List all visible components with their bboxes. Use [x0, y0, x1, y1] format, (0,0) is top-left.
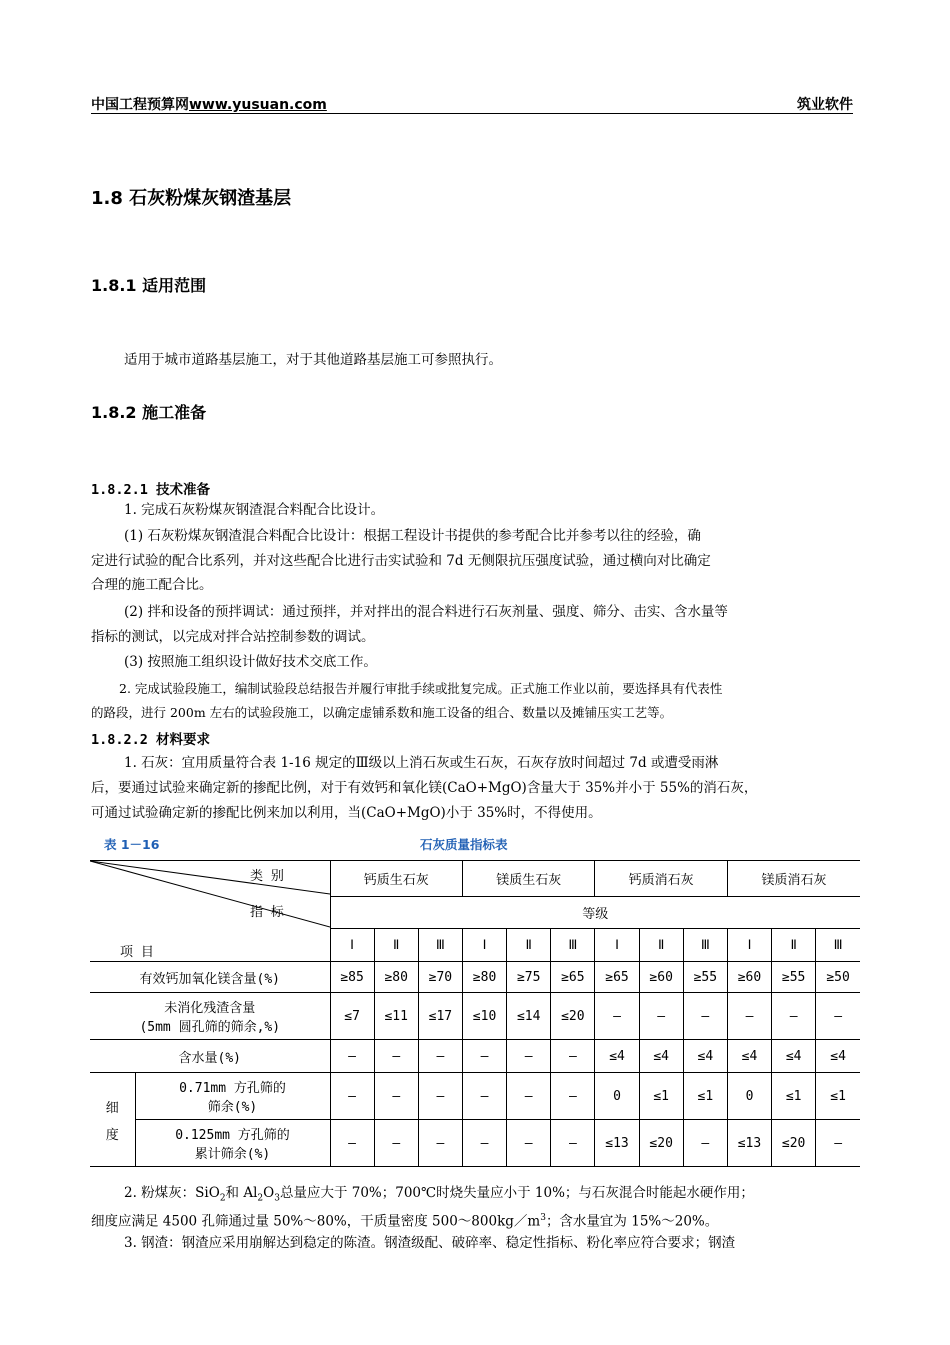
section-title: 1.8 石灰粉煤灰钢渣基层 — [91, 188, 292, 209]
category-header: 钙质消石灰 — [595, 861, 727, 897]
grade-cell: Ⅰ — [595, 929, 639, 962]
tech-item-2-line1: 2. 完成试验段施工，编制试验段总结报告并履行审批手续或批复完成。正式施工作业以前，要选择具有代表性 — [119, 681, 723, 696]
tech-item-1: 1. 完成石灰粉煤灰钢渣混合料配合比设计。 — [124, 502, 385, 518]
row-label-residue — [90, 993, 330, 1040]
table-cell: — — [816, 1120, 860, 1167]
table-cell: ≥75 — [507, 962, 551, 993]
table-cell: ≤1 — [772, 1073, 816, 1120]
table-title: 石灰质量指标表 — [420, 837, 508, 852]
table-cell: ≥80 — [374, 962, 418, 993]
row-label-sieve-0125 — [135, 1120, 330, 1167]
grade-cell: Ⅰ — [727, 929, 771, 962]
table-cell: ≤7 — [330, 993, 374, 1040]
table-number: 表 1－16 — [104, 837, 160, 852]
scope-text: 适用于城市道路基层施工，对于其他道路基层施工可参照执行。 — [124, 352, 502, 368]
lime-quality-table — [90, 860, 860, 1167]
table-cell: ≥65 — [595, 962, 639, 993]
tech-sub1-line2: 定进行试验的配合比系列，并对这些配合比进行击实试验和 7d 无侧限抗压强度试验，通过横向对比确定 — [91, 553, 711, 569]
table-cell: — — [330, 1120, 374, 1167]
table-cell: ≤1 — [639, 1073, 683, 1120]
corner-item: 项 目 — [120, 945, 154, 960]
table-cell: — — [462, 1073, 506, 1120]
table-cell: — — [374, 1120, 418, 1167]
subscript: 2 — [219, 1193, 226, 1204]
table-cell: — — [816, 993, 860, 1040]
tech-sub2-line2: 指标的测试，以完成对拌合站控制参数的调试。 — [91, 629, 375, 645]
tech-sub3: (3) 按照施工组织设计做好技术交底工作。 — [124, 654, 377, 670]
table-cell: — — [639, 993, 683, 1040]
heading-preparation: 1.8.2 施工准备 — [91, 403, 207, 422]
table-cell: ≤4 — [595, 1040, 639, 1073]
table-cell: ≥70 — [418, 962, 462, 993]
grade-cell: Ⅲ — [816, 929, 860, 962]
header-url[interactable]: www.yusuan.com — [189, 97, 327, 113]
flyash-line2 — [91, 1208, 718, 1232]
table-cell: 0 — [727, 1073, 771, 1120]
table-cell: — — [374, 1040, 418, 1073]
tech-sub1-line3: 合理的施工配合比。 — [91, 577, 213, 593]
table-cell: ≥85 — [330, 962, 374, 993]
table-cell: ≤4 — [683, 1040, 727, 1073]
table-cell: ≥55 — [772, 962, 816, 993]
table-cell: ≤4 — [727, 1040, 771, 1073]
grade-cell: Ⅲ — [418, 929, 462, 962]
lime-line1: 1. 石灰：宜用质量符合表 1-16 规定的Ⅲ级以上消石灰或生石灰，石灰存放时间超过 7d 或遭受雨淋 — [124, 755, 719, 771]
header-site-name: 中国工程预算网 — [91, 97, 189, 113]
header-rule — [91, 113, 853, 114]
subscript: 3 — [274, 1193, 280, 1204]
table-cell: — — [772, 993, 816, 1040]
table-cell: ≤10 — [462, 993, 506, 1040]
header-brand: 筑业软件 — [797, 97, 853, 113]
table-cell: ≤13 — [727, 1120, 771, 1167]
lime-line3: 可通过试验确定新的掺配比例来加以利用，当(CaO+MgO)小于 35%时，不得使用。 — [91, 805, 602, 821]
sieve-0125-label-line1: 0.125mm 方孔筛的 — [175, 1128, 290, 1143]
table-cell: ≥80 — [462, 962, 506, 993]
grade-cell: Ⅲ — [551, 929, 595, 962]
corner-category: 类 别 — [250, 869, 284, 884]
tech-item-2-line2: 的路段，进行 200m 左右的试验段施工，以确定虚铺系数和施工设备的组合、数量以及摊铺压实工艺等。 — [91, 705, 673, 720]
flyash-text: 和 Al — [225, 1185, 258, 1201]
table-cell: — — [683, 1120, 727, 1167]
table-cell: ≤13 — [595, 1120, 639, 1167]
slag-line1: 3. 钢渣：钢渣应采用崩解达到稳定的陈渣。钢渣级配、破碎率、稳定性指标、粉化率应符合要求；钢渣 — [124, 1235, 736, 1251]
category-header: 镁质生石灰 — [462, 861, 594, 897]
page-header-left — [91, 94, 327, 114]
table-cell: ≤17 — [418, 993, 462, 1040]
lime-line2: 后，要通过试验来确定新的掺配比例，对于有效钙和氧化镁(CaO+MgO)含量大于 35%并小于 55%的消石灰， — [91, 780, 758, 796]
grade-cell: Ⅱ — [374, 929, 418, 962]
category-header: 钙质生石灰 — [330, 861, 462, 897]
flyash-line1 — [124, 1183, 754, 1209]
flyash-text: ；含水量宜为 15%～20%。 — [545, 1213, 719, 1230]
residue-label-line1: 未消化残渣含量 — [164, 1001, 256, 1016]
grade-label: 等级 — [330, 897, 860, 929]
sieve-0125-label-line2: 累计筛余(%) — [194, 1147, 271, 1162]
residue-label-line2: (5mm 圆孔筛的筛余,%) — [139, 1020, 281, 1035]
subscript: 2 — [257, 1193, 264, 1204]
row-label-sieve-071 — [135, 1073, 330, 1120]
table-cell: ≥60 — [727, 962, 771, 993]
grade-cell: Ⅲ — [683, 929, 727, 962]
grade-cell: Ⅱ — [639, 929, 683, 962]
corner-indicator: 指 标 — [250, 905, 284, 920]
table-cell: — — [418, 1073, 462, 1120]
table-cell: ≥55 — [683, 962, 727, 993]
flyash-text: 2. 粉煤灰：SiO — [124, 1185, 220, 1201]
flyash-text: 总量应大于 70%；700℃时烧失量应小于 10%；与石灰混合时能起水硬作用； — [279, 1185, 754, 1201]
tech-sub1-line1: (1) 石灰粉煤灰钢渣混合料配合比设计：根据工程设计书提供的参考配合比并参考以往的经验，确 — [124, 528, 701, 544]
heading-materials: 1.8.2.2 材料要求 — [91, 732, 211, 748]
grade-cell: Ⅱ — [507, 929, 551, 962]
row-label-fineness — [90, 1073, 135, 1167]
table-cell: — — [462, 1040, 506, 1073]
table-cell: ≥65 — [551, 962, 595, 993]
table-cell: — — [374, 1073, 418, 1120]
table-cell: — — [418, 1040, 462, 1073]
table-cell: — — [330, 1040, 374, 1073]
table-cell: — — [595, 993, 639, 1040]
table-cell: ≤20 — [639, 1120, 683, 1167]
fineness-label-line1: 细 — [105, 1100, 119, 1116]
sieve-071-label-line1: 0.71mm 方孔筛的 — [179, 1081, 286, 1096]
table-cell: — — [683, 993, 727, 1040]
table-cell: — — [551, 1073, 595, 1120]
table-cell: ≤4 — [772, 1040, 816, 1073]
grade-cell: Ⅰ — [330, 929, 374, 962]
table-cell: ≥60 — [639, 962, 683, 993]
table-cell: ≤4 — [639, 1040, 683, 1073]
table-cell: ≥50 — [816, 962, 860, 993]
table-cell: — — [462, 1120, 506, 1167]
sieve-071-label-line2: 筛余(%) — [207, 1100, 258, 1115]
row-label-water: 含水量(%) — [90, 1040, 330, 1073]
flyash-text: O — [263, 1185, 275, 1201]
table-cell: ≤20 — [772, 1120, 816, 1167]
table-cell: — — [507, 1040, 551, 1073]
table-cell: ≤14 — [507, 993, 551, 1040]
table-cell: ≤1 — [816, 1073, 860, 1120]
table-cell: — — [418, 1120, 462, 1167]
table-cell: ≤4 — [816, 1040, 860, 1073]
grade-cell: Ⅰ — [462, 929, 506, 962]
tech-sub2-line1: (2) 拌和设备的预拌调试：通过预拌，并对拌出的混合料进行石灰剂量、强度、筛分、击实、含水量等 — [124, 604, 728, 620]
table-cell: — — [551, 1040, 595, 1073]
table-corner-header — [90, 861, 330, 962]
row-label-cao-mgo: 有效钙加氧化镁含量(%) — [90, 962, 330, 993]
table-cell: — — [330, 1073, 374, 1120]
table-cell: — — [727, 993, 771, 1040]
table-cell: ≤1 — [683, 1073, 727, 1120]
table-cell: ≤11 — [374, 993, 418, 1040]
grade-cell: Ⅱ — [772, 929, 816, 962]
superscript: 3 — [540, 1213, 546, 1223]
fineness-label-line2: 度 — [105, 1127, 119, 1143]
heading-scope: 1.8.1 适用范围 — [91, 276, 207, 295]
table-cell: — — [551, 1120, 595, 1167]
category-header: 镁质消石灰 — [727, 861, 860, 897]
table-cell: ≤20 — [551, 993, 595, 1040]
heading-tech-prep: 1.8.2.1 技术准备 — [91, 482, 211, 498]
table-cell: 0 — [595, 1073, 639, 1120]
table-cell: — — [507, 1120, 551, 1167]
table-cell: — — [507, 1073, 551, 1120]
flyash-text: 细度应满足 4500 孔筛通过量 50%～80%，干质量密度 500～800kg／m — [91, 1213, 541, 1230]
